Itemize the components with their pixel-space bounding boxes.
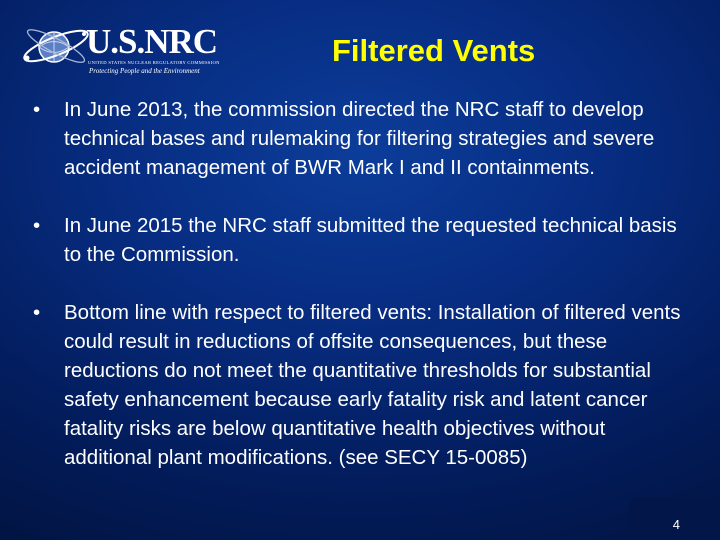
logo-wordmark: U.S.NRC	[86, 22, 218, 61]
bullet-text: In June 2013, the commission directed the NRC staff to develop technical bases and rulemaking for filtering strategies and severe accident management of BWR Mark I and II containments.	[64, 98, 655, 179]
bullet-item	[30, 95, 696, 182]
bullet-text: Bottom line with respect to filtered vents: Installation of filtered vents could result in reductions of offsite consequences, but these reductions do not meet the quantitative thresholds for substantial safety enhancement because early fatality risk and latent cancer fatality risks are below quantitative health objectives without additional plant modifications. (see SECY 15-0085)	[64, 301, 681, 469]
bullet-item	[30, 211, 696, 269]
logo-tagline: Protecting People and the Environment	[89, 67, 200, 75]
bullet-marker: •	[33, 301, 41, 324]
slide-title: Filtered Vents	[332, 33, 536, 68]
bullet-marker: •	[33, 214, 41, 237]
bullet-list	[30, 95, 696, 501]
bullet-text: In June 2015 the NRC staff submitted the requested technical basis to the Commission.	[64, 214, 677, 266]
nrc-logo	[18, 14, 233, 80]
bullet-marker: •	[33, 98, 41, 121]
bullet-item	[30, 298, 696, 472]
page-number: 4	[672, 517, 680, 532]
logo-subline: UNITED STATES NUCLEAR REGULATORY COMMISSION	[88, 60, 220, 65]
